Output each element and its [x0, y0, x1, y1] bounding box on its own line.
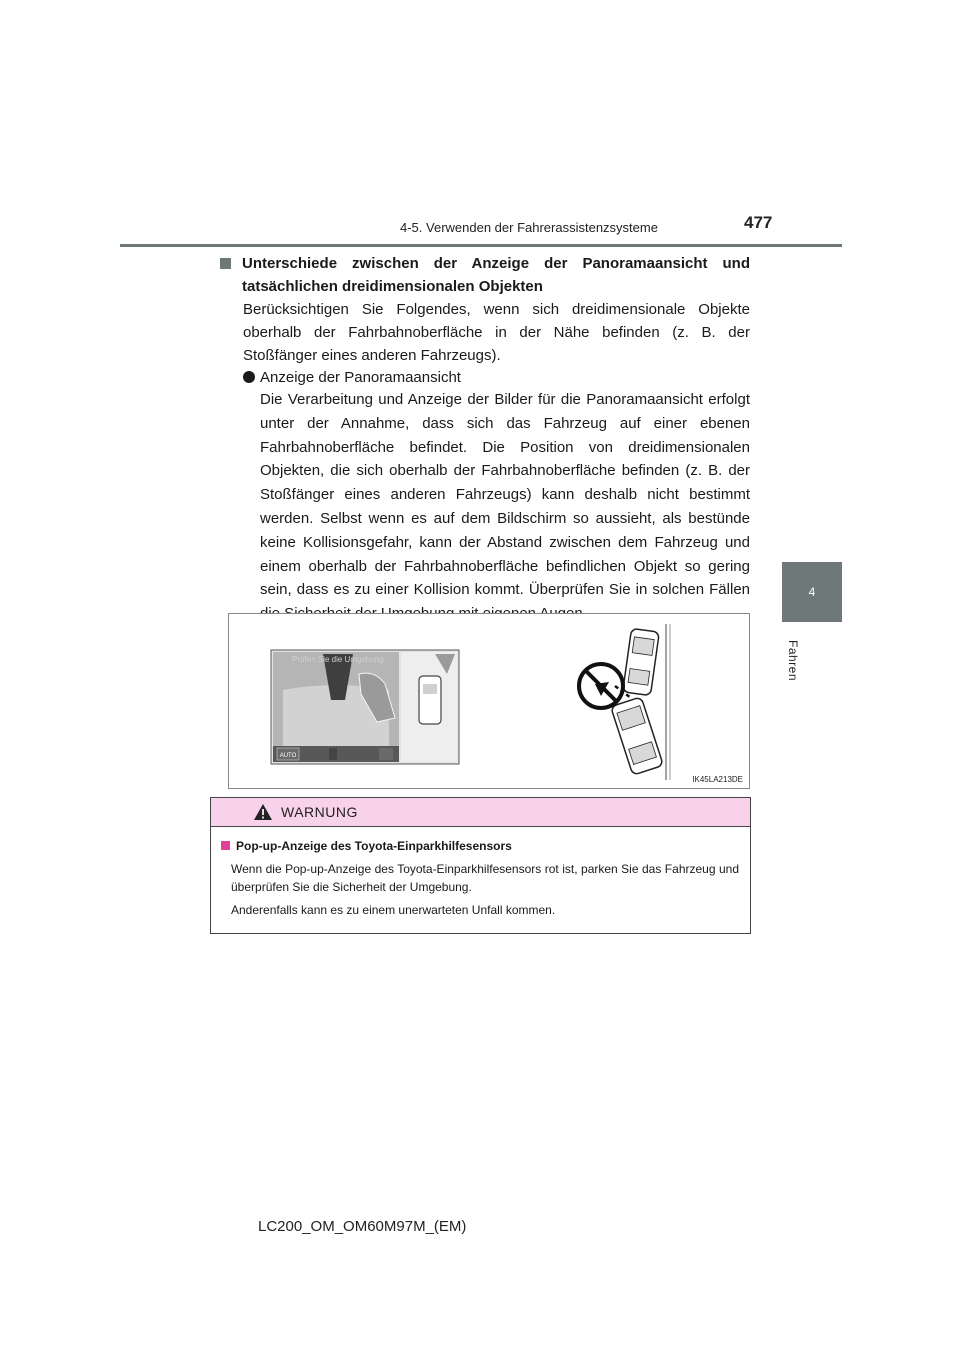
- screen-warning-message: Prüfen Sie die Umgebung.: [292, 655, 386, 664]
- bullet-paragraph: Die Verarbeitung und Anzeige der Bilder für die Panoramaansicht erfolgt unter der Annahme, dass sich das Fahrzeug auf einer ebenen Fahrbahnoberfläche befindet. Die Position von dreidimensionalen Objekten, die sich oberhalb der Fahrbahnoberfläche befinden (z. B. der Stoßfänger eines anderen Fahrzeugs) kann deshalb nicht bestimmt werden. Selbst wenn es auf dem Bildschirm so aussieht, als bestünde keine Kollisionsgefahr, kann der Abstand zwischen dem Fahrzeug und einem oberhalb der Fahrbahnoberfläche befindlichen Objekt so gering sein, dass es zu einer Kollision kommt. Überprüfen Sie in solchen Fällen: [260, 391, 750, 599]
- footer-code: LC200_OM_OM60M97M_(EM): [258, 1218, 467, 1235]
- warning-header: [211, 798, 750, 827]
- own-car-top: [419, 676, 441, 724]
- header-section-title: 4-5. Verwenden der Fahrerassistenzsysteme: [400, 220, 658, 235]
- section-heading: [220, 252, 750, 298]
- chapter-tab: 4: [782, 562, 842, 622]
- square-bullet-icon: [220, 258, 231, 269]
- warning-triangle-icon: [253, 803, 273, 821]
- intro-paragraph: Berücksichtigen Sie Folgendes, wenn sich dreidimensionale Objekte oberhalb der Fahrbahnoberfläche in der Nähe befinden (z. B. der Stoßfänger eines anderen Fahrzeugs).: [243, 301, 750, 364]
- camera-button: [379, 748, 393, 760]
- auto-button-label: AUTO: [279, 753, 297, 759]
- warning-subheading-text: Pop-up-Anzeige des Toyota-Einparkhilfesensors: [236, 839, 512, 853]
- warning-subheading: [221, 839, 512, 853]
- reversing-car: [611, 697, 664, 775]
- own-car-window: [423, 684, 437, 694]
- warning-box: [210, 797, 751, 934]
- page-number: 477: [744, 213, 773, 232]
- bullet-label: Anzeige der Panoramaansicht: [260, 369, 461, 386]
- warning-text-2: Anderenfalls kann es zu einem unerwarteten Unfall kommen.: [231, 903, 556, 917]
- chapter-label: Fahren: [786, 640, 800, 682]
- illustration-figure: [228, 613, 750, 789]
- circle-bullet-icon: [243, 371, 255, 383]
- mode-button: [329, 748, 337, 760]
- bullet-item: [243, 366, 750, 389]
- section-heading-text: Unterschiede zwischen der Anzeige der Panoramaansicht und tatsächlichen dreidimensionalen Objekten: [242, 255, 750, 295]
- panoramic-view-illustration: [229, 614, 749, 788]
- warning-text-1: Wenn die Pop-up-Anzeige des Toyota-Einparkhilfesensors rot ist, parken Sie das Fahrzeug und überprüfen Sie die Sicherheit der Umgebung.: [231, 862, 739, 894]
- header-rule: [120, 244, 842, 247]
- pink-square-icon: [221, 841, 230, 850]
- warning-title: WARNUNG: [281, 804, 358, 820]
- figure-code: IK45LA213DE: [692, 775, 743, 784]
- parked-car: [623, 628, 660, 695]
